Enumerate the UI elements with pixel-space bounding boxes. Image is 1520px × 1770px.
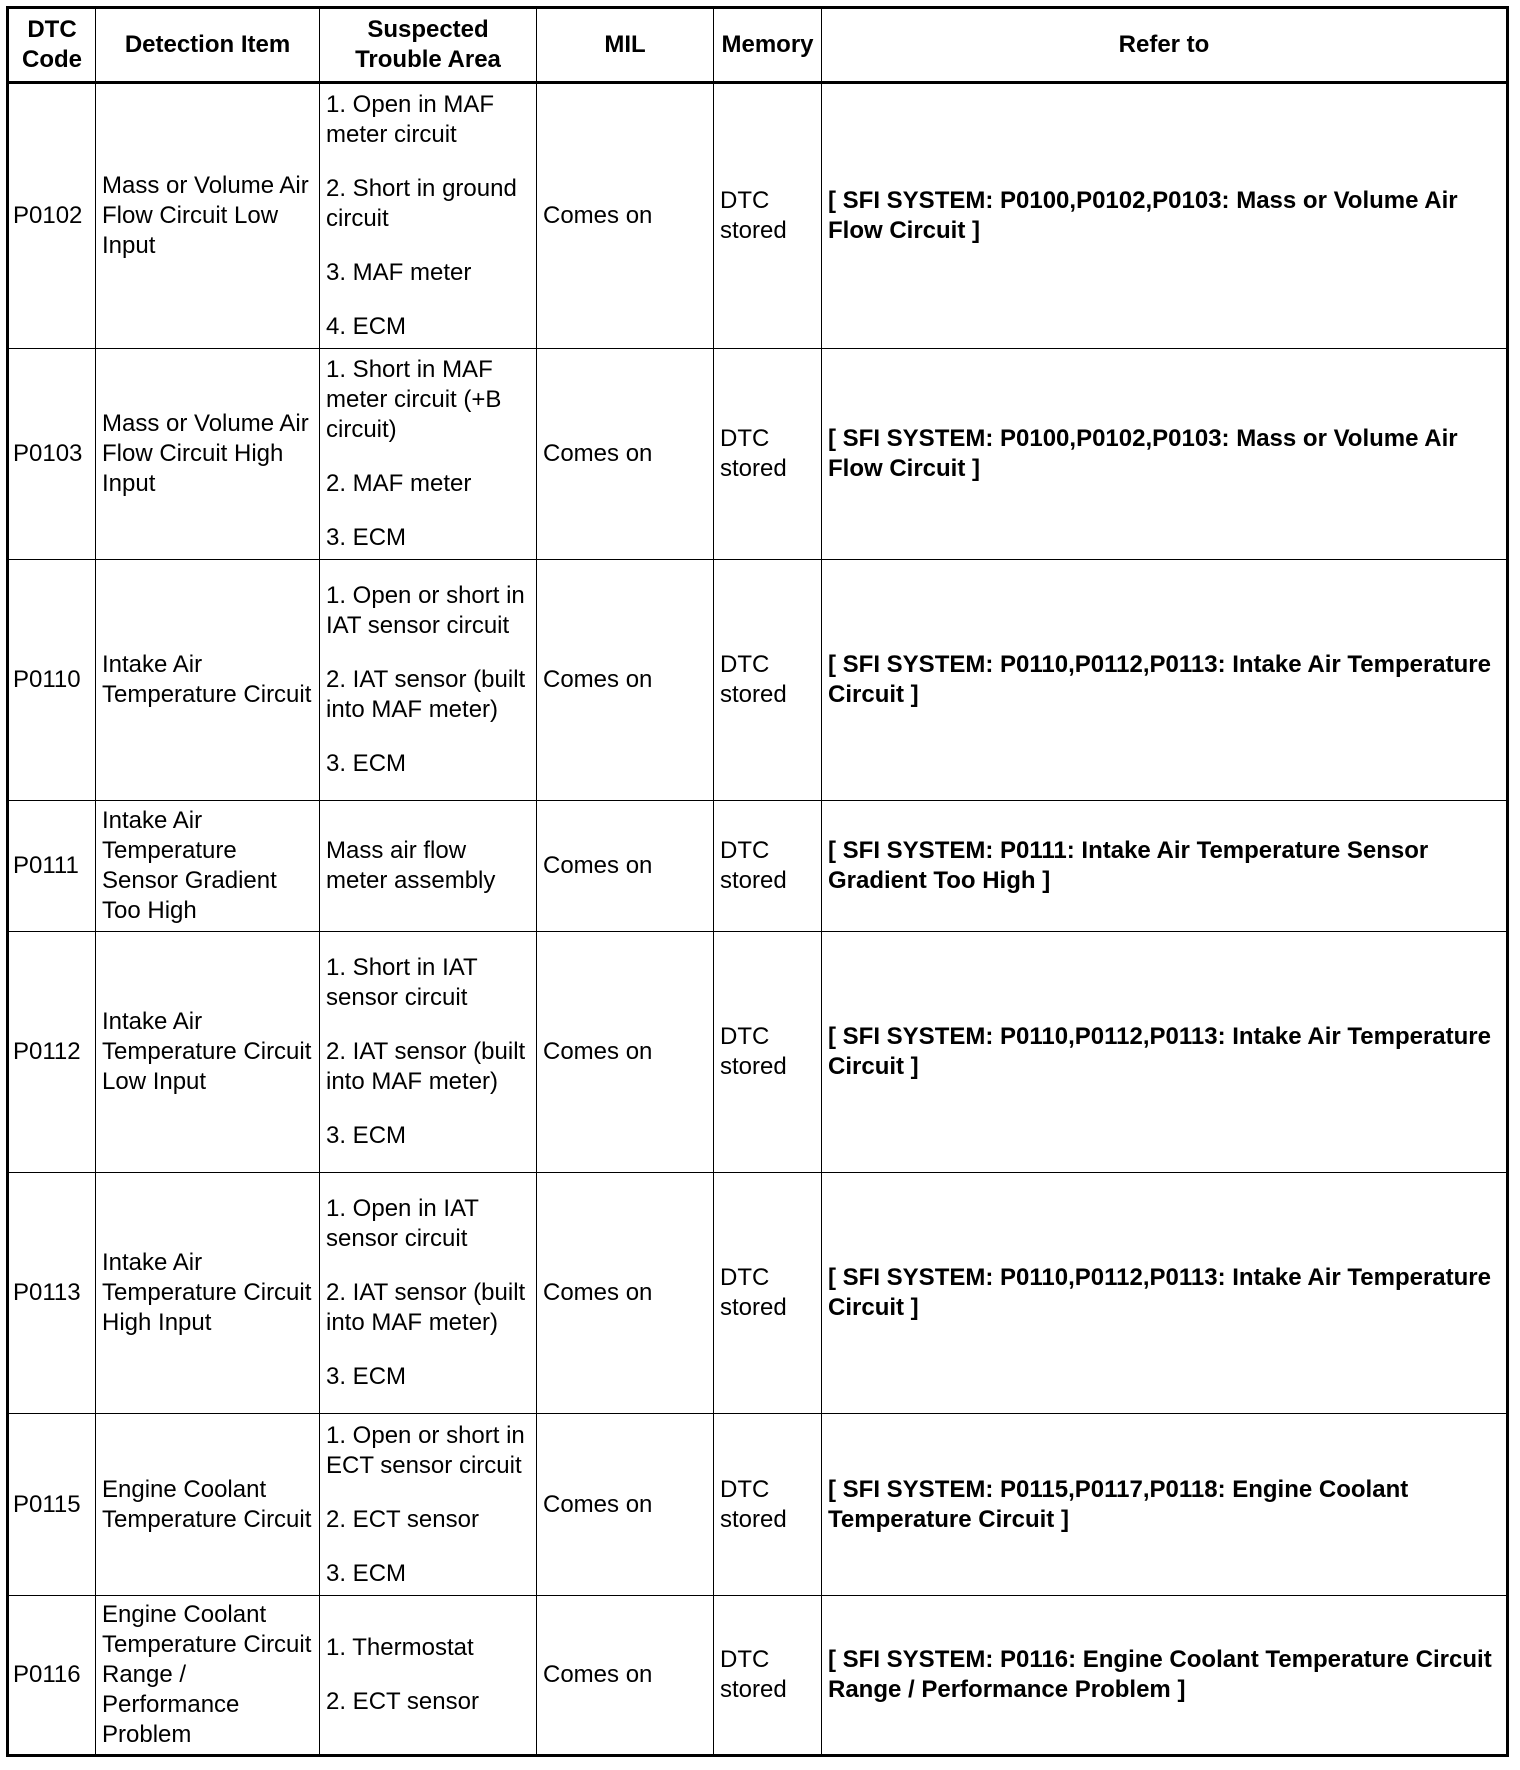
mil-cell: Comes on [537, 932, 714, 1173]
trouble-area-item: 2. ECT sensor [326, 1505, 479, 1533]
dtc-code-cell: P0112 [8, 932, 96, 1173]
suspected-trouble-area-cell [320, 1596, 537, 1756]
dtc-code-cell: P0115 [8, 1414, 96, 1596]
suspected-trouble-area-cell [320, 349, 537, 560]
trouble-area-item: 1. Open or short in IAT sensor circuit [326, 582, 525, 639]
trouble-area-item: 2. ECT sensor [326, 1688, 479, 1715]
trouble-area-item: 1. Short in MAF meter circuit (+B circuit) [326, 356, 502, 443]
suspected-trouble-area-cell [320, 83, 537, 349]
table-row [8, 932, 1508, 1173]
mil-cell: Comes on [537, 1414, 714, 1596]
table-row [8, 560, 1508, 801]
mil-cell: Comes on [537, 801, 714, 932]
header-row [8, 8, 1508, 83]
table-row [8, 801, 1508, 932]
detection-item-cell: Engine Coolant Temperature Circuit Range / Performance Problem [96, 1596, 320, 1756]
table-row [8, 349, 1508, 560]
trouble-area-item: Mass air flow meter assembly [326, 837, 496, 894]
header-dtc-code: DTC Code [8, 8, 96, 83]
memory-cell: DTC stored [714, 1173, 822, 1414]
trouble-area-item: 1. Open in MAF meter circuit [326, 91, 495, 148]
detection-item-cell: Intake Air Temperature Circuit [96, 560, 320, 801]
trouble-area-item: 1. Thermostat [326, 1634, 474, 1661]
detection-item-cell: Mass or Volume Air Flow Circuit Low Input [96, 83, 320, 349]
trouble-area-item: 2. IAT sensor (built into MAF meter) [326, 1038, 526, 1095]
mil-cell: Comes on [537, 349, 714, 560]
refer-to-cell: [ SFI SYSTEM: P0110,P0112,P0113: Intake Air Temperature Circuit ] [822, 1173, 1508, 1414]
trouble-area-item: 1. Open or short in ECT sensor circuit [326, 1421, 525, 1479]
memory-cell: DTC stored [714, 1414, 822, 1596]
mil-cell: Comes on [537, 1596, 714, 1756]
header-detection-item: Detection Item [96, 8, 320, 83]
table-row [8, 1414, 1508, 1596]
header-refer-to: Refer to [822, 8, 1508, 83]
trouble-area-item: 3. ECM [326, 750, 407, 777]
table-body [8, 83, 1508, 1756]
refer-to-cell: [ SFI SYSTEM: P0111: Intake Air Temperature Sensor Gradient Too High ] [822, 801, 1508, 932]
detection-item-cell: Intake Air Temperature Sensor Gradient Too High [96, 801, 320, 932]
trouble-area-item: 3. MAF meter [326, 259, 472, 286]
memory-cell: DTC stored [714, 349, 822, 560]
table-row [8, 83, 1508, 349]
dtc-table [6, 6, 1509, 1757]
refer-to-cell: [ SFI SYSTEM: P0100,P0102,P0103: Mass or Volume Air Flow Circuit ] [822, 83, 1508, 349]
mil-cell: Comes on [537, 1173, 714, 1414]
detection-item-cell: Engine Coolant Temperature Circuit [96, 1414, 320, 1596]
header-suspected-trouble-area: Suspected Trouble Area [320, 8, 537, 83]
refer-to-cell: [ SFI SYSTEM: P0116: Engine Coolant Temperature Circuit Range / Performance Problem ] [822, 1596, 1508, 1756]
refer-to-cell: [ SFI SYSTEM: P0110,P0112,P0113: Intake Air Temperature Circuit ] [822, 932, 1508, 1173]
memory-cell: DTC stored [714, 83, 822, 349]
detection-item-cell: Mass or Volume Air Flow Circuit High Input [96, 349, 320, 560]
dtc-code-cell: P0116 [8, 1596, 96, 1756]
suspected-trouble-area-cell [320, 560, 537, 801]
trouble-area-item: 1. Short in IAT sensor circuit [326, 954, 478, 1011]
suspected-trouble-area-cell [320, 801, 537, 932]
header-memory: Memory [714, 8, 822, 83]
trouble-area-item: 3. ECM [326, 1559, 407, 1587]
suspected-trouble-area-cell [320, 932, 537, 1173]
mil-cell: Comes on [537, 560, 714, 801]
table-row [8, 1596, 1508, 1756]
mil-cell: Comes on [537, 83, 714, 349]
memory-cell: DTC stored [714, 560, 822, 801]
suspected-trouble-area-cell [320, 1173, 537, 1414]
detection-item-cell: Intake Air Temperature Circuit High Input [96, 1173, 320, 1414]
refer-to-cell: [ SFI SYSTEM: P0115,P0117,P0118: Engine Coolant Temperature Circuit ] [822, 1414, 1508, 1596]
memory-cell: DTC stored [714, 1596, 822, 1756]
memory-cell: DTC stored [714, 801, 822, 932]
trouble-area-item: 2. IAT sensor (built into MAF meter) [326, 666, 526, 723]
trouble-area-item: 2. Short in ground circuit [326, 175, 517, 232]
dtc-code-cell: P0111 [8, 801, 96, 932]
dtc-code-cell: P0102 [8, 83, 96, 349]
refer-to-cell: [ SFI SYSTEM: P0100,P0102,P0103: Mass or Volume Air Flow Circuit ] [822, 349, 1508, 560]
trouble-area-item: 3. ECM [326, 1122, 407, 1149]
dtc-code-cell: P0110 [8, 560, 96, 801]
detection-item-cell: Intake Air Temperature Circuit Low Input [96, 932, 320, 1173]
trouble-area-item: 4. ECM [326, 313, 407, 340]
dtc-code-cell: P0103 [8, 349, 96, 560]
trouble-area-item: 1. Open in IAT sensor circuit [326, 1195, 479, 1252]
trouble-area-item: 3. ECM [326, 1363, 407, 1390]
suspected-trouble-area-cell [320, 1414, 537, 1596]
refer-to-cell: [ SFI SYSTEM: P0110,P0112,P0113: Intake Air Temperature Circuit ] [822, 560, 1508, 801]
trouble-area-item: 2. MAF meter [326, 470, 472, 497]
trouble-area-item: 2. IAT sensor (built into MAF meter) [326, 1279, 526, 1336]
table-row [8, 1173, 1508, 1414]
trouble-area-item: 3. ECM [326, 524, 407, 551]
header-mil: MIL [537, 8, 714, 83]
dtc-code-cell: P0113 [8, 1173, 96, 1414]
memory-cell: DTC stored [714, 932, 822, 1173]
